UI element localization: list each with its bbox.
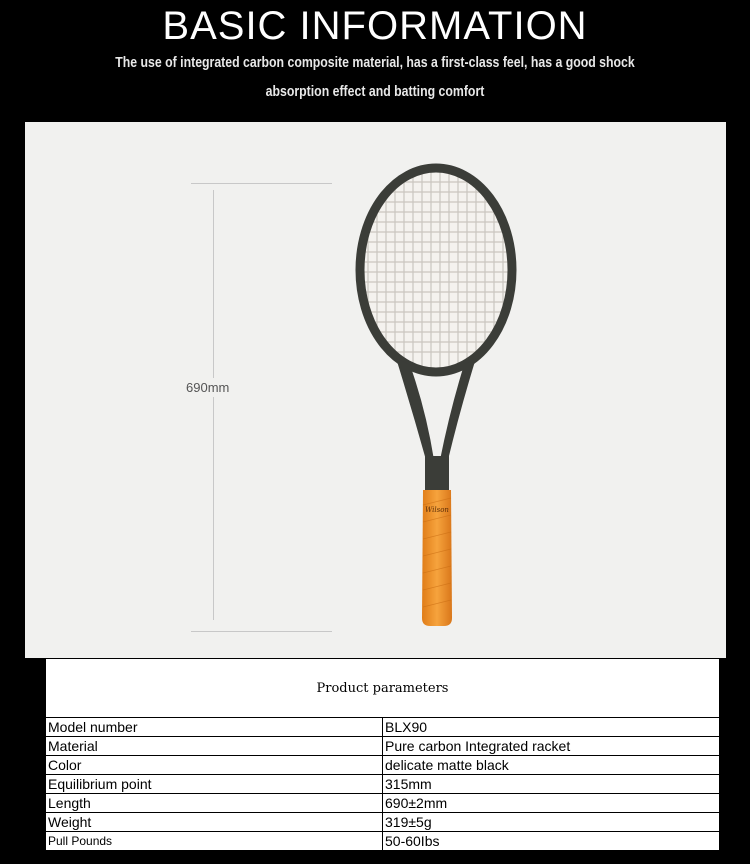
table-row <box>46 756 720 775</box>
param-value: 319±5g <box>383 813 720 832</box>
description-line-2: absorption effect and batting comfort <box>265 83 485 100</box>
table-row <box>46 794 720 813</box>
param-name: Length <box>46 794 383 813</box>
racket-shaft <box>425 456 449 490</box>
param-name: Model number <box>46 718 383 737</box>
param-value: BLX90 <box>383 718 720 737</box>
dimension-line-vertical <box>213 190 214 620</box>
table-row <box>46 718 720 737</box>
param-value: 315mm <box>383 775 720 794</box>
param-name: Color <box>46 756 383 775</box>
param-name: Equilibrium point <box>46 775 383 794</box>
tennis-racket-image <box>330 160 550 635</box>
param-name: Material <box>46 737 383 756</box>
table-row <box>46 832 720 851</box>
table-row <box>46 737 720 756</box>
param-value: delicate matte black <box>383 756 720 775</box>
dimension-line-top <box>191 183 332 184</box>
table-row <box>46 775 720 794</box>
param-value: Pure carbon Integrated racket <box>383 737 720 756</box>
bottom-strip <box>0 853 750 864</box>
grip-brand-text: Wilson <box>425 506 449 514</box>
param-value: 50-60Ibs <box>383 832 720 851</box>
table-header-row <box>46 659 720 718</box>
table-row <box>46 813 720 832</box>
param-value: 690±2mm <box>383 794 720 813</box>
description-line-1: The use of integrated carbon composite material, has a first-class feel, has a good shock <box>115 54 635 71</box>
page-title: BASIC INFORMATION <box>162 4 588 48</box>
length-dimension-label: 690mm <box>186 380 230 395</box>
dimension-line-bottom <box>191 631 332 632</box>
product-parameters-table <box>45 658 720 851</box>
param-name: Pull Pounds <box>46 832 383 851</box>
table-header: Product parameters <box>46 659 720 718</box>
header-banner <box>0 0 750 120</box>
param-name: Weight <box>46 813 383 832</box>
